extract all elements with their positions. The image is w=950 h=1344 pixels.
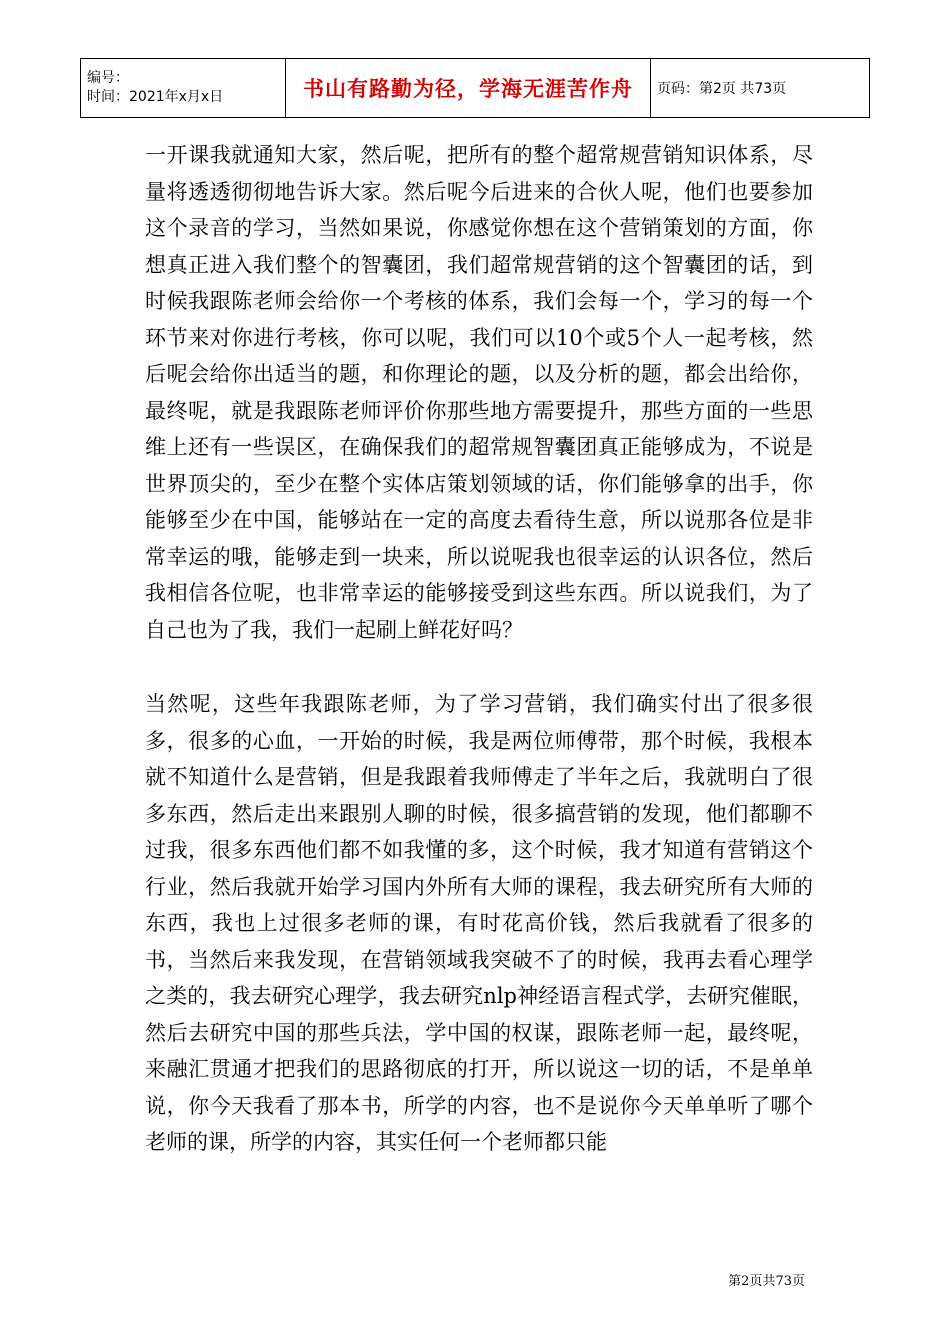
page-code-label: 页码：第2页 共73页 bbox=[651, 59, 870, 118]
paragraph-2: 当然呢，这些年我跟陈老师，为了学习营销，我们确实付出了很多很多，很多的心血，一开始的时候，我是两位师傅带，那个时候，我根本就不知道什么是营销，但是我跟着我师傅走了半年之后，我就明白了很多东西，然后走出来跟别人聊的时候，很多搞营销的发现，他们都聊不过我，很多东西他们都不如我懂的多，这个时候，我才知道有营销这个行业，然后我就开始学习国内外所有大师的课程，我去研究所有大师的东西，我也上过很多老师的课，有时花高价钱，然后我就看了很多的书，当然后来我发现，在营销领域我突破不了的时候，我再去看心理学之类的，我去研究心理学，我去研究nlp神经语言程式学，去研究催眠，然后去研究中国的那些兵法，学中国的权谋，跟陈老师一起，最终呢，来融汇贯通才把我们的思路彻底的打开，所以说这一切的话，不是单单说，你今天我看了那本书，所学的内容，也不是说你今天单单听了哪个老师的课，所学的内容，其实任何一个老师都只能 bbox=[145, 692, 813, 1154]
motto-text: 书山有路勤为径，学海无涯苦作舟 bbox=[286, 59, 651, 118]
serial-number-label: 编号： bbox=[87, 70, 129, 86]
date-label: 时间：2021年x月x日 bbox=[87, 89, 224, 105]
document-body bbox=[145, 137, 813, 1161]
page-footer: 第2页共73页 bbox=[728, 1274, 805, 1289]
document-header bbox=[80, 58, 870, 118]
paragraph-1: 一开课我就通知大家，然后呢，把所有的整个超常规营销知识体系，尽量将透透彻彻地告诉大家。然后呢今后进来的合伙人呢，他们也要参加这个录音的学习，当然如果说，你感觉你想在这个营销策划的方面，你想真正进入我们整个的智囊团，我们超常规营销的这个智囊团的话，到时候我跟陈老师会给你一个考核的体系，我们会每一个，学习的每一个环节来对你进行考核，你可以呢，我们可以10个或5个人一起考核，然后呢会给你出适当的题，和你理论的题，以及分析的题，都会出给你，最终呢，就是我跟陈老师评价你那些地方需要提升，那些方面的一些思维上还有一些误区，在确保我们的超常规智囊团真正能够成为，不说是世界顶尖的，至少在整个实体店策划领域的话，你们能够拿的出手，你能够至少在中国，能够站在一定的高度去看待生意，所以说那各位是非常幸运的哦，能够走到一块来，所以说呢我也很幸运的认识各位，然后我相信各位呢，也非常幸运的能够接受到这些东西。所以说我们，为了自己也为了我，我们一起刷上鲜花好吗？ bbox=[145, 143, 813, 642]
header-meta-cell bbox=[81, 59, 286, 118]
